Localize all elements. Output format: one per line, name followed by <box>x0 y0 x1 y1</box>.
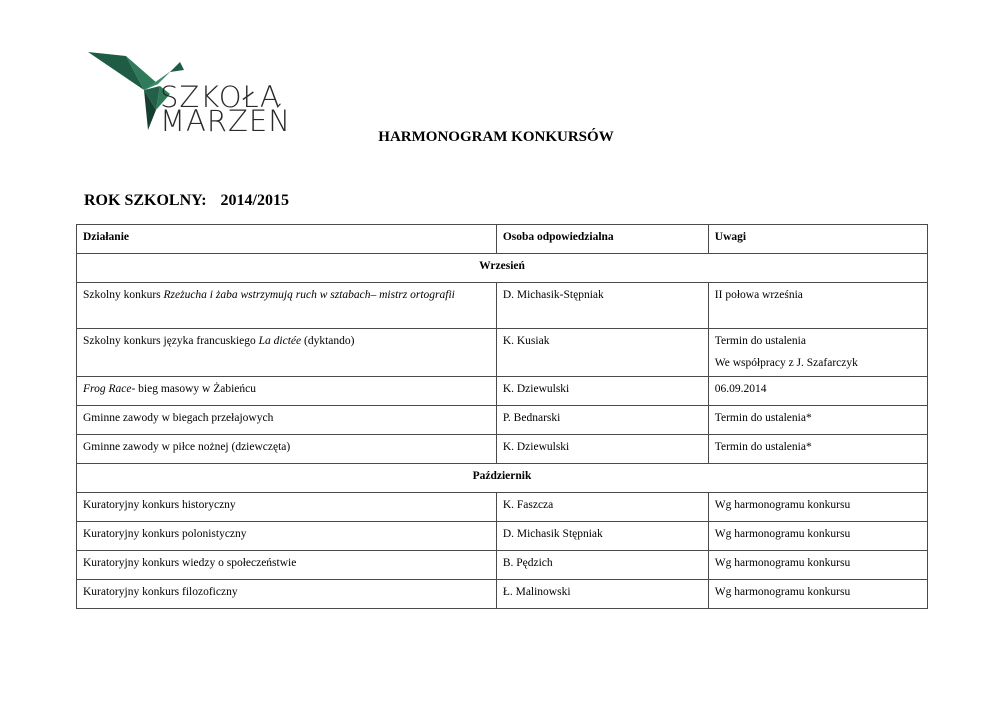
activity-ital-text: La dictée <box>258 335 302 347</box>
note-text: II połowa września <box>714 289 803 301</box>
person-cell: K. Kusiak <box>496 329 708 377</box>
activity-post-text: - bieg masowy w Żabieńcu <box>131 383 256 395</box>
month-label: Wrzesień <box>77 254 928 283</box>
contest-schedule-table <box>76 224 928 609</box>
activity-cell <box>77 493 497 522</box>
activity-pre-text: Szkolny konkurs <box>83 289 164 301</box>
notes-cell <box>708 493 927 522</box>
activity-cell <box>77 283 497 329</box>
note-text: Termin do ustalenia* <box>714 412 812 424</box>
activity-pre-text: Kuratoryjny konkurs historyczny <box>83 499 236 511</box>
activity-pre-text: Kuratoryjny konkurs polonistyczny <box>83 528 247 540</box>
header-notes: Uwagi <box>708 225 927 254</box>
table-header-row <box>77 225 928 254</box>
logo-line-2: MARZEŃ <box>160 104 291 138</box>
notes-cell <box>708 283 927 329</box>
header-person: Osoba odpowiedzialna <box>496 225 708 254</box>
table-row <box>77 522 928 551</box>
note-text: Termin do ustalenia <box>714 335 806 347</box>
table-row <box>77 551 928 580</box>
person-cell: K. Faszcza <box>496 493 708 522</box>
note-text: Wg harmonogramu konkursu <box>714 586 851 598</box>
month-row <box>77 254 928 283</box>
activity-cell <box>77 329 497 377</box>
activity-post-text: (dyktando) <box>301 335 355 347</box>
notes-cell <box>708 551 927 580</box>
activity-cell <box>77 551 497 580</box>
activity-cell <box>77 580 497 609</box>
table-body <box>77 225 928 609</box>
month-label: Październik <box>77 464 928 493</box>
notes-cell <box>708 522 927 551</box>
activity-pre-text: Kuratoryjny konkurs wiedzy o społeczeństwie <box>83 557 297 569</box>
person-cell: P. Bednarski <box>496 406 708 435</box>
activity-ital-text: Rzeżucha i żaba wstrzymują ruch w sztabach– mistrz ortografii <box>163 289 455 301</box>
activity-cell <box>77 377 497 406</box>
header-activity: Działanie <box>77 225 497 254</box>
logo-line-1: SZKOŁA <box>160 80 281 114</box>
table-row <box>77 406 928 435</box>
activity-ital-text: Frog Race <box>83 383 132 395</box>
note-text: Wg harmonogramu konkursu <box>714 557 851 569</box>
notes-cell <box>708 377 927 406</box>
activity-pre-text: Gminne zawody w biegach przełajowych <box>83 412 274 424</box>
table-row <box>77 283 928 329</box>
note-text: Termin do ustalenia* <box>714 441 812 453</box>
school-year-value: 2014/2015 <box>220 192 289 209</box>
note-text: Wg harmonogramu konkursu <box>714 499 851 511</box>
table-row <box>77 580 928 609</box>
table-row <box>77 435 928 464</box>
person-cell: D. Michasik Stępniak <box>496 522 708 551</box>
school-year <box>84 192 289 210</box>
table-row <box>77 493 928 522</box>
notes-cell <box>708 406 927 435</box>
notes-cell <box>708 435 927 464</box>
activity-pre-text: Szkolny konkurs języka francuskiego <box>83 335 259 347</box>
notes-cell <box>708 329 927 377</box>
page-title: HARMONOGRAM KONKURSÓW <box>378 129 614 145</box>
person-cell: K. Dziewulski <box>496 435 708 464</box>
person-cell: K. Dziewulski <box>496 377 708 406</box>
note-text: Wg harmonogramu konkursu <box>714 528 851 540</box>
activity-cell <box>77 406 497 435</box>
table-row <box>77 329 928 377</box>
table-row <box>77 377 928 406</box>
note-text: 06.09.2014 <box>714 383 767 395</box>
school-year-label: ROK SZKOLNY: <box>84 192 207 209</box>
activity-cell <box>77 435 497 464</box>
activity-cell <box>77 522 497 551</box>
person-cell: B. Pędzich <box>496 551 708 580</box>
notes-cell <box>708 580 927 609</box>
activity-pre-text: Gminne zawody w piłce nożnej (dziewczęta) <box>83 441 291 453</box>
note-secondary-text: We współpracy z J. Szafarczyk <box>714 357 858 369</box>
person-cell: D. Michasik-Stępniak <box>496 283 708 329</box>
person-cell: Ł. Malinowski <box>496 580 708 609</box>
month-row <box>77 464 928 493</box>
activity-pre-text: Kuratoryjny konkurs filozoficzny <box>83 586 238 598</box>
